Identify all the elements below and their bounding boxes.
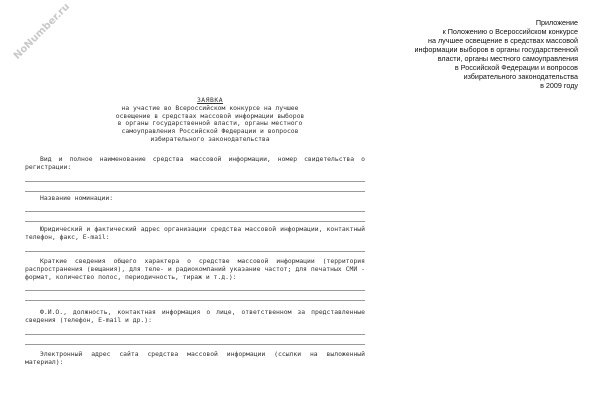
field-contact-person-label: Ф.И.О., должность, контактная информация о лице, ответственном за представленные сведения (телефон, E-mail и др.): xyxy=(25,308,365,325)
fill-line[interactable] xyxy=(25,251,365,252)
appendix-line: избирательного законодательства xyxy=(463,72,578,81)
appendix-line: Приложение xyxy=(535,18,578,27)
fill-line[interactable] xyxy=(25,191,365,192)
appendix-line: к Положению о Всероссийском конкурсе xyxy=(442,27,578,36)
application-title xyxy=(60,97,360,144)
field-address-label: Юридический и фактический адрес организации средства массовой информации, контактный телефон, факс, E-mail: xyxy=(25,225,365,242)
fill-line[interactable] xyxy=(25,211,365,212)
title-line: в органы государственной власти, органы местного xyxy=(117,119,303,128)
appendix-line: в Российской Федерации и вопросов xyxy=(454,63,578,72)
appendix-line: в 2009 году xyxy=(540,81,578,90)
title-line: самоуправления Российской Федерации и вопросов xyxy=(121,127,299,136)
fill-line[interactable] xyxy=(25,300,365,301)
title-heading: ЗАЯВКА xyxy=(196,96,224,104)
appendix-line: на лучшее освещение в средствах массовой xyxy=(428,36,578,45)
title-line: на участие во Всероссийском конкурсе на лучшее xyxy=(121,103,299,112)
fill-line[interactable] xyxy=(25,290,365,291)
appendix-line: власти, органы местного самоуправления xyxy=(437,54,578,63)
fill-line[interactable] xyxy=(25,344,365,345)
field-media-name-label: Вид и полное наименование средства массовой информации, номер свидетельства о регистрации: xyxy=(25,155,365,171)
field-general-info-label: Краткие сведения общего характера о средстве массовой информации (территория распространения (вещания), для теле- и радиокомпаний указание частот; для печатных СМИ - формат, количество полос, периодичность, тираж и т.д.): xyxy=(25,256,365,281)
appendix-note xyxy=(348,18,578,90)
field-website-label: Электронный адрес сайта средства массовой информации (ссылки на выложенный материал): xyxy=(25,349,365,366)
fill-line[interactable] xyxy=(25,221,365,222)
title-line: избирательного законодательства xyxy=(150,134,270,143)
appendix-line: информации выборов в органы государственной xyxy=(414,45,578,54)
fill-line[interactable] xyxy=(25,334,365,335)
field-nomination-label: Название номинации: xyxy=(40,193,114,202)
form-fields xyxy=(25,156,365,367)
watermark: NoNumber.ru xyxy=(11,1,73,62)
title-line: освещение в средствах массовой информации выборов xyxy=(115,111,305,120)
fill-line[interactable] xyxy=(25,181,365,182)
